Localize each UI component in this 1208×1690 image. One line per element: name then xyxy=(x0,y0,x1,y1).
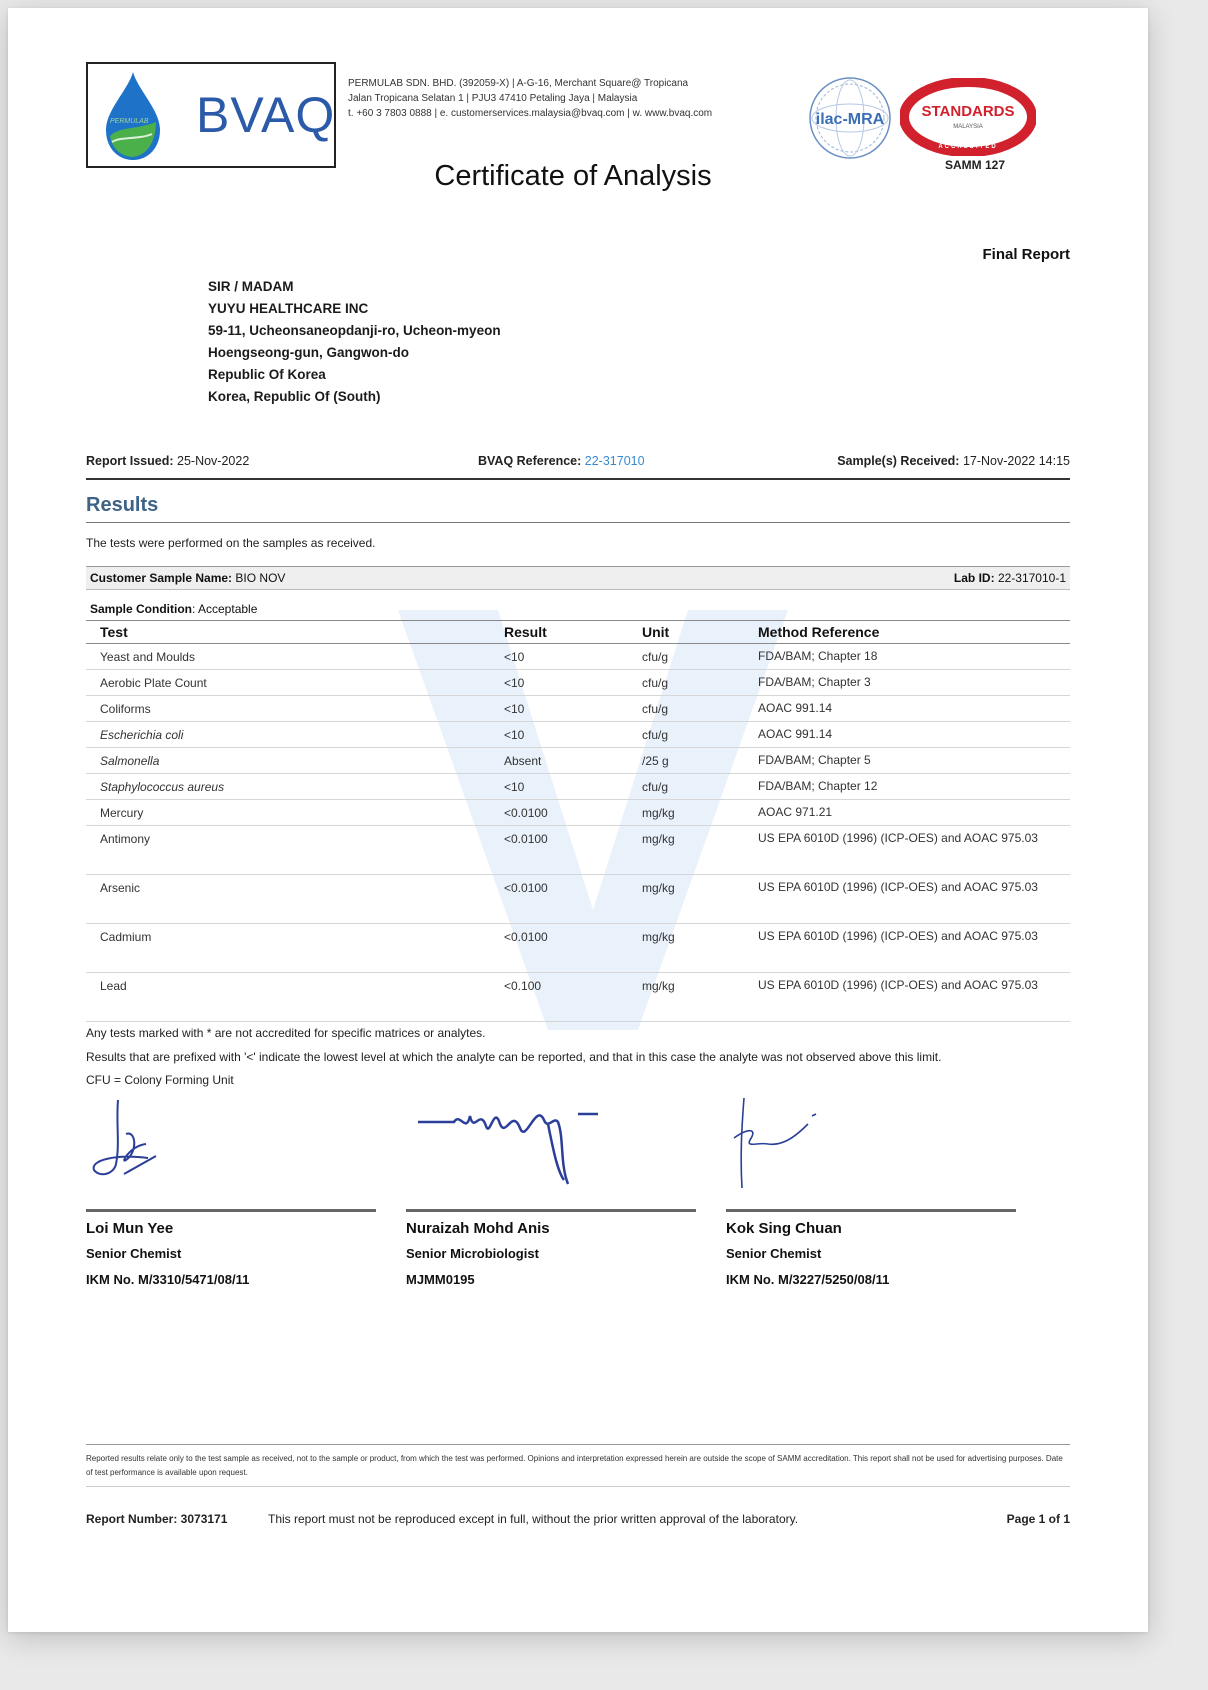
test-name: Staphylococcus aureus xyxy=(100,780,225,794)
col-test-header: Test xyxy=(100,624,128,640)
page-title: Certificate of Analysis xyxy=(434,160,712,192)
standards-malaysia-logo xyxy=(900,78,1036,156)
test-unit: cfu/g xyxy=(642,728,669,742)
signatory-title: Senior Chemist xyxy=(726,1246,822,1261)
results-heading: Results xyxy=(86,494,159,516)
standards-ring-text: ACCREDITED xyxy=(938,144,998,150)
signature-line xyxy=(86,1209,376,1212)
table-row xyxy=(86,722,1070,748)
bvaq-logo xyxy=(86,62,336,168)
table-row xyxy=(86,774,1070,800)
test-result: <10 xyxy=(504,728,525,742)
test-method: FDA/BAM; Chapter 12 xyxy=(758,779,878,793)
signature-nuraizah xyxy=(408,1094,618,1194)
test-method: AOAC 971.21 xyxy=(758,805,833,819)
test-method: US EPA 6010D (1996) (ICP-OES) and AOAC 975.03 xyxy=(758,831,1038,845)
report-issued: Report Issued: 25-Nov-2022 xyxy=(86,454,250,468)
address-line: Hoengseong-gun, Gangwon-do xyxy=(208,345,409,360)
samm-number: SAMM 127 xyxy=(944,158,1006,172)
test-method: FDA/BAM; Chapter 18 xyxy=(758,649,878,663)
test-result: <0.0100 xyxy=(504,930,548,944)
table-row xyxy=(86,973,1070,1022)
test-unit: /25 g xyxy=(642,754,669,768)
test-result: <0.0100 xyxy=(504,806,548,820)
test-unit: mg/kg xyxy=(642,832,675,846)
test-result: <10 xyxy=(504,702,525,716)
report-notes xyxy=(86,1022,1086,1093)
page-number: Page 1 of 1 xyxy=(1006,1512,1070,1526)
test-result: Absent xyxy=(504,754,542,768)
table-row xyxy=(86,644,1070,670)
test-result: <10 xyxy=(504,650,525,664)
reproduction-note: This report must not be reproduced except in full, without the prior written approval of the laboratory. xyxy=(268,1512,799,1526)
lab-info-line: Jalan Tropicana Selatan 1 | PJU3 47410 Petaling Jaya | Malaysia xyxy=(348,93,638,104)
test-name: Salmonella xyxy=(100,754,160,768)
logo-drop-text: PERMULAB xyxy=(110,118,149,125)
test-result: <0.100 xyxy=(504,979,542,993)
signature-kok-sing-chuan xyxy=(728,1094,838,1194)
results-table-header xyxy=(86,620,1070,644)
signature-loi-mun-yee xyxy=(86,1094,186,1194)
note-line: Any tests marked with * are not accredited for specific matrices or analytes. xyxy=(86,1026,486,1040)
test-name: Antimony xyxy=(100,832,151,846)
test-method: AOAC 991.14 xyxy=(758,727,833,741)
test-name: Arsenic xyxy=(100,881,141,895)
test-result: <0.0100 xyxy=(504,881,548,895)
test-unit: cfu/g xyxy=(642,780,669,794)
samples-received: Sample(s) Received: 17-Nov-2022 14:15 xyxy=(837,454,1070,468)
divider xyxy=(86,1486,1070,1487)
address-line: SIR / MADAM xyxy=(208,279,294,294)
address-line: YUYU HEALTHCARE INC xyxy=(208,301,369,316)
test-result: <0.0100 xyxy=(504,832,548,846)
address-line: 59-11, Ucheonsaneopdanji-ro, Ucheon-myeon xyxy=(208,323,501,338)
table-row xyxy=(86,748,1070,774)
test-result: <10 xyxy=(504,780,525,794)
col-method-header: Method Reference xyxy=(758,624,880,640)
test-unit: cfu/g xyxy=(642,676,669,690)
test-method: US EPA 6010D (1996) (ICP-OES) and AOAC 975.03 xyxy=(758,978,1038,992)
sample-condition: Sample Condition: Acceptable xyxy=(90,602,258,616)
signatory-name: Loi Mun Yee xyxy=(86,1220,174,1237)
test-unit: mg/kg xyxy=(642,881,675,895)
table-row xyxy=(86,826,1070,875)
test-method: US EPA 6010D (1996) (ICP-OES) and AOAC 975.03 xyxy=(758,880,1038,894)
standards-sub: MALAYSIA xyxy=(953,124,983,130)
test-method: FDA/BAM; Chapter 5 xyxy=(758,753,871,767)
divider xyxy=(86,522,1070,523)
lab-contact-info xyxy=(348,76,808,121)
divider xyxy=(86,478,1070,480)
note-line: CFU = Colony Forming Unit xyxy=(86,1073,234,1087)
results-table-body xyxy=(86,644,1070,1022)
test-name: Aerobic Plate Count xyxy=(100,676,207,690)
standards-text: STANDARDS xyxy=(921,103,1015,120)
address-line: Republic Of Korea xyxy=(208,367,326,382)
table-row xyxy=(86,800,1070,826)
sample-info-bar xyxy=(86,566,1070,590)
test-unit: mg/kg xyxy=(642,806,675,820)
divider xyxy=(86,1444,1070,1445)
disclaimer: Reported results relate only to the test sample as received, not to the sample or product, from which the test was performed. Opinions and interpretation expressed herein are outside the scope of SAMM accreditation. This report shall not be used for advertising purposes. Date of test performance is available upon request. xyxy=(86,1454,1063,1477)
test-method: AOAC 991.14 xyxy=(758,701,833,715)
report-meta xyxy=(86,454,1070,474)
certificate-page xyxy=(8,8,1148,1632)
test-result: <10 xyxy=(504,676,525,690)
signatory-title: Senior Chemist xyxy=(86,1246,182,1261)
table-row xyxy=(86,924,1070,973)
test-name: Escherichia coli xyxy=(100,728,184,742)
table-row xyxy=(86,670,1070,696)
ilac-text: ilac-MRA xyxy=(815,111,885,128)
lab-info-line: t. +60 3 7803 0888 | e. customerservices.malaysia@bvaq.com | w. www.bvaq.com xyxy=(348,108,713,119)
ilac-mra-logo xyxy=(808,76,892,160)
customer-sample-name: Customer Sample Name: BIO NOV xyxy=(90,571,286,585)
table-row xyxy=(86,696,1070,722)
recipient-address xyxy=(208,276,501,408)
test-unit: cfu/g xyxy=(642,702,669,716)
test-method: US EPA 6010D (1996) (ICP-OES) and AOAC 975.03 xyxy=(758,929,1038,943)
test-name: Cadmium xyxy=(100,930,152,944)
lab-id: Lab ID: 22-317010-1 xyxy=(953,571,1066,585)
test-name: Yeast and Moulds xyxy=(100,650,195,664)
signatory-name: Kok Sing Chuan xyxy=(726,1220,842,1237)
report-number: Report Number: 3073171 xyxy=(86,1512,228,1526)
lab-info-line: PERMULAB SDN. BHD. (392059-X) | A-G-16, Merchant Square@ Tropicana xyxy=(348,78,689,89)
signature-line xyxy=(406,1209,696,1212)
test-name: Mercury xyxy=(100,806,144,820)
bvaq-reference: BVAQ Reference: 22-317010 xyxy=(478,454,645,468)
test-name: Coliforms xyxy=(100,702,151,716)
col-result-header: Result xyxy=(504,624,547,640)
signatory-id: IKM No. M/3227/5250/08/11 xyxy=(726,1272,890,1287)
logo-text: BVAQ xyxy=(196,87,336,143)
signatory-name: Nuraizah Mohd Anis xyxy=(406,1220,550,1237)
signatory-id: IKM No. M/3310/5471/08/11 xyxy=(86,1272,250,1287)
table-row xyxy=(86,875,1070,924)
test-unit: mg/kg xyxy=(642,930,675,944)
test-method: FDA/BAM; Chapter 3 xyxy=(758,675,871,689)
address-line: Korea, Republic Of (South) xyxy=(208,389,381,404)
signatory-title: Senior Microbiologist xyxy=(406,1246,539,1261)
test-unit: mg/kg xyxy=(642,979,675,993)
performed-note: The tests were performed on the samples as received. xyxy=(86,536,376,550)
test-name: Lead xyxy=(100,979,127,993)
report-type: Final Report xyxy=(982,246,1070,263)
signatory-id: MJMM0195 xyxy=(406,1272,475,1287)
test-unit: cfu/g xyxy=(642,650,669,664)
signature-line xyxy=(726,1209,1016,1212)
col-unit-header: Unit xyxy=(642,624,670,640)
water-drop-icon xyxy=(98,70,168,162)
note-line: Results that are prefixed with '<' indicate the lowest level at which the analyte can be reported, and that in this case the analyte was not observed above this limit. xyxy=(86,1049,942,1064)
